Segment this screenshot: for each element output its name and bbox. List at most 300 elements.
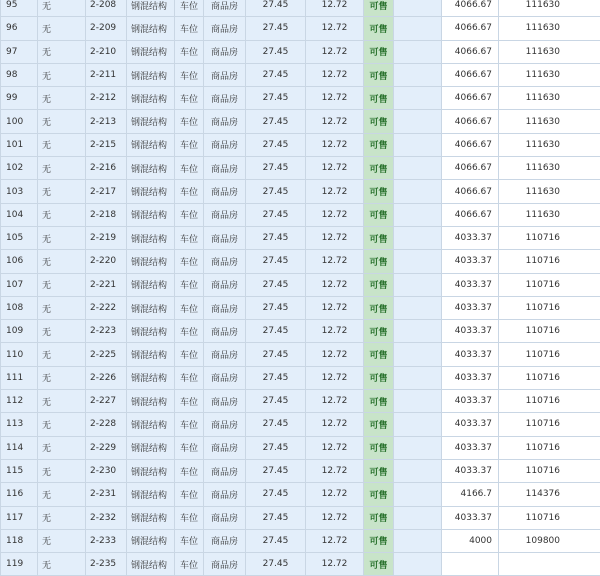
unit-number-cell: 2-208: [86, 0, 127, 17]
spacer-cell: [394, 483, 442, 506]
floor-area-cell: 27.45: [246, 413, 306, 436]
usage-cell: 车位: [175, 157, 204, 180]
spacer-cell: [394, 17, 442, 40]
spacer-cell: [394, 529, 442, 552]
usage-cell: 车位: [175, 0, 204, 17]
usage-cell: 车位: [175, 110, 204, 133]
unit-number-cell: 2-227: [86, 390, 127, 413]
structure-cell: 钢混结构: [127, 0, 175, 17]
table-row: [1, 553, 600, 576]
property-type-cell: 商品房: [204, 133, 246, 156]
table-row: [1, 366, 600, 389]
inner-area-cell: 12.72: [306, 320, 364, 343]
floor-cell: 无: [38, 366, 86, 389]
inner-area-cell: 12.72: [306, 413, 364, 436]
unit-number-cell: 2-211: [86, 63, 127, 86]
total-price-cell: 110716: [499, 413, 600, 436]
row-number-cell: 117: [1, 506, 38, 529]
unit-number-cell: 2-209: [86, 17, 127, 40]
unit-number-cell: 2-215: [86, 133, 127, 156]
inner-area-cell: 12.72: [306, 203, 364, 226]
floor-cell: 无: [38, 273, 86, 296]
property-type-cell: 商品房: [204, 459, 246, 482]
row-number-cell: 102: [1, 157, 38, 180]
structure-cell: 钢混结构: [127, 366, 175, 389]
unit-number-cell: 2-232: [86, 506, 127, 529]
unit-price-cell: 4000: [442, 529, 499, 552]
total-price-cell: 110716: [499, 436, 600, 459]
spacer-cell: [394, 506, 442, 529]
table-row: [1, 203, 600, 226]
property-type-cell: 商品房: [204, 110, 246, 133]
unit-price-cell: 4066.67: [442, 157, 499, 180]
inner-area-cell: 12.72: [306, 296, 364, 319]
floor-cell: 无: [38, 413, 86, 436]
floor-cell: 无: [38, 343, 86, 366]
floor-cell: 无: [38, 483, 86, 506]
usage-cell: 车位: [175, 413, 204, 436]
usage-cell: 车位: [175, 250, 204, 273]
usage-cell: 车位: [175, 320, 204, 343]
property-type-cell: 商品房: [204, 320, 246, 343]
status-badge: 可售: [364, 343, 394, 366]
property-type-cell: 商品房: [204, 390, 246, 413]
total-price-cell: 109800: [499, 529, 600, 552]
total-price-cell: 110716: [499, 366, 600, 389]
unit-price-cell: 4066.67: [442, 133, 499, 156]
row-number-cell: 99: [1, 87, 38, 110]
structure-cell: 钢混结构: [127, 296, 175, 319]
unit-price-cell: 4033.37: [442, 459, 499, 482]
table-row: [1, 296, 600, 319]
status-badge: 可售: [364, 553, 394, 576]
spacer-cell: [394, 390, 442, 413]
property-type-cell: 商品房: [204, 506, 246, 529]
inner-area-cell: 12.72: [306, 436, 364, 459]
unit-number-cell: 2-223: [86, 320, 127, 343]
row-number-cell: 106: [1, 250, 38, 273]
floor-area-cell: 27.45: [246, 366, 306, 389]
table-row: [1, 157, 600, 180]
row-number-cell: 101: [1, 133, 38, 156]
spacer-cell: [394, 459, 442, 482]
total-price-cell: 114376: [499, 483, 600, 506]
unit-price-cell: 4033.37: [442, 296, 499, 319]
status-badge: 可售: [364, 296, 394, 319]
row-number-cell: 104: [1, 203, 38, 226]
unit-price-cell: 4066.67: [442, 17, 499, 40]
structure-cell: 钢混结构: [127, 506, 175, 529]
unit-number-cell: 2-219: [86, 226, 127, 249]
usage-cell: 车位: [175, 17, 204, 40]
row-number-cell: 107: [1, 273, 38, 296]
floor-area-cell: 27.45: [246, 553, 306, 576]
inner-area-cell: 12.72: [306, 343, 364, 366]
table-row: [1, 226, 600, 249]
floor-cell: 无: [38, 180, 86, 203]
usage-cell: 车位: [175, 203, 204, 226]
structure-cell: 钢混结构: [127, 553, 175, 576]
floor-area-cell: 27.45: [246, 226, 306, 249]
row-number-cell: 98: [1, 63, 38, 86]
status-badge: 可售: [364, 529, 394, 552]
floor-cell: 无: [38, 17, 86, 40]
spacer-cell: [394, 0, 442, 17]
inner-area-cell: 12.72: [306, 87, 364, 110]
total-price-cell: 110716: [499, 273, 600, 296]
floor-area-cell: 27.45: [246, 436, 306, 459]
usage-cell: 车位: [175, 436, 204, 459]
property-type-cell: 商品房: [204, 529, 246, 552]
row-number-cell: 110: [1, 343, 38, 366]
floor-area-cell: 27.45: [246, 296, 306, 319]
structure-cell: 钢混结构: [127, 436, 175, 459]
status-badge: 可售: [364, 273, 394, 296]
spacer-cell: [394, 296, 442, 319]
property-type-cell: 商品房: [204, 0, 246, 17]
unit-price-cell: [442, 553, 499, 576]
unit-number-cell: 2-233: [86, 529, 127, 552]
status-badge: 可售: [364, 110, 394, 133]
structure-cell: 钢混结构: [127, 483, 175, 506]
spacer-cell: [394, 203, 442, 226]
status-badge: 可售: [364, 320, 394, 343]
property-type-cell: 商品房: [204, 273, 246, 296]
inner-area-cell: 12.72: [306, 17, 364, 40]
unit-price-cell: 4033.37: [442, 413, 499, 436]
unit-number-cell: 2-225: [86, 343, 127, 366]
spacer-cell: [394, 320, 442, 343]
total-price-cell: 111630: [499, 157, 600, 180]
table-row: [1, 483, 600, 506]
unit-price-cell: 4033.37: [442, 226, 499, 249]
usage-cell: 车位: [175, 506, 204, 529]
spacer-cell: [394, 226, 442, 249]
row-number-cell: 103: [1, 180, 38, 203]
property-type-cell: 商品房: [204, 40, 246, 63]
unit-price-cell: 4066.67: [442, 0, 499, 17]
property-type-cell: 商品房: [204, 413, 246, 436]
row-number-cell: 113: [1, 413, 38, 436]
floor-cell: 无: [38, 250, 86, 273]
inner-area-cell: 12.72: [306, 553, 364, 576]
inner-area-cell: 12.72: [306, 63, 364, 86]
usage-cell: 车位: [175, 180, 204, 203]
table-row: [1, 413, 600, 436]
row-number-cell: 116: [1, 483, 38, 506]
total-price-cell: 110716: [499, 250, 600, 273]
unit-price-cell: 4066.67: [442, 180, 499, 203]
table-row: [1, 40, 600, 63]
row-number-cell: 119: [1, 553, 38, 576]
row-number-cell: 118: [1, 529, 38, 552]
spacer-cell: [394, 413, 442, 436]
unit-number-cell: 2-212: [86, 87, 127, 110]
row-number-cell: 111: [1, 366, 38, 389]
floor-cell: 无: [38, 296, 86, 319]
floor-cell: 无: [38, 320, 86, 343]
structure-cell: 钢混结构: [127, 203, 175, 226]
structure-cell: 钢混结构: [127, 133, 175, 156]
floor-area-cell: 27.45: [246, 273, 306, 296]
unit-price-cell: 4033.37: [442, 273, 499, 296]
floor-cell: 无: [38, 553, 86, 576]
status-badge: 可售: [364, 133, 394, 156]
property-type-cell: 商品房: [204, 343, 246, 366]
structure-cell: 钢混结构: [127, 273, 175, 296]
unit-number-cell: 2-210: [86, 40, 127, 63]
property-type-cell: 商品房: [204, 180, 246, 203]
unit-price-cell: 4066.67: [442, 63, 499, 86]
total-price-cell: 110716: [499, 226, 600, 249]
status-badge: 可售: [364, 180, 394, 203]
unit-number-cell: 2-230: [86, 459, 127, 482]
floor-area-cell: 27.45: [246, 0, 306, 17]
structure-cell: 钢混结构: [127, 226, 175, 249]
usage-cell: 车位: [175, 273, 204, 296]
unit-number-cell: 2-228: [86, 413, 127, 436]
property-type-cell: 商品房: [204, 87, 246, 110]
unit-price-cell: 4033.37: [442, 320, 499, 343]
status-badge: 可售: [364, 459, 394, 482]
status-badge: 可售: [364, 483, 394, 506]
spacer-cell: [394, 366, 442, 389]
inner-area-cell: 12.72: [306, 110, 364, 133]
structure-cell: 钢混结构: [127, 390, 175, 413]
spacer-cell: [394, 250, 442, 273]
row-number-cell: 100: [1, 110, 38, 133]
floor-cell: 无: [38, 63, 86, 86]
unit-number-cell: 2-229: [86, 436, 127, 459]
status-badge: 可售: [364, 250, 394, 273]
floor-cell: 无: [38, 203, 86, 226]
status-badge: 可售: [364, 390, 394, 413]
usage-cell: 车位: [175, 459, 204, 482]
floor-area-cell: 27.45: [246, 390, 306, 413]
floor-cell: 无: [38, 459, 86, 482]
table-row: [1, 110, 600, 133]
floor-cell: 无: [38, 390, 86, 413]
total-price-cell: 111630: [499, 17, 600, 40]
inner-area-cell: 12.72: [306, 133, 364, 156]
inner-area-cell: 12.72: [306, 157, 364, 180]
structure-cell: 钢混结构: [127, 157, 175, 180]
status-badge: 可售: [364, 226, 394, 249]
unit-number-cell: 2-231: [86, 483, 127, 506]
property-type-cell: 商品房: [204, 483, 246, 506]
spacer-cell: [394, 63, 442, 86]
status-badge: 可售: [364, 506, 394, 529]
spacer-cell: [394, 157, 442, 180]
property-type-cell: 商品房: [204, 17, 246, 40]
total-price-cell: 111630: [499, 87, 600, 110]
status-badge: 可售: [364, 366, 394, 389]
property-type-cell: 商品房: [204, 436, 246, 459]
row-number-cell: 108: [1, 296, 38, 319]
floor-area-cell: 27.45: [246, 320, 306, 343]
usage-cell: 车位: [175, 390, 204, 413]
spacer-cell: [394, 133, 442, 156]
floor-area-cell: 27.45: [246, 459, 306, 482]
unit-price-cell: 4066.67: [442, 110, 499, 133]
total-price-cell: 111630: [499, 110, 600, 133]
status-badge: 可售: [364, 413, 394, 436]
total-price-cell: 110716: [499, 320, 600, 343]
usage-cell: 车位: [175, 296, 204, 319]
floor-area-cell: 27.45: [246, 506, 306, 529]
inner-area-cell: 12.72: [306, 273, 364, 296]
usage-cell: 车位: [175, 226, 204, 249]
unit-price-cell: 4033.37: [442, 506, 499, 529]
usage-cell: 车位: [175, 343, 204, 366]
unit-number-cell: 2-216: [86, 157, 127, 180]
total-price-cell: 110716: [499, 296, 600, 319]
table-row: [1, 506, 600, 529]
unit-price-cell: 4033.37: [442, 343, 499, 366]
status-badge: 可售: [364, 436, 394, 459]
property-type-cell: 商品房: [204, 250, 246, 273]
unit-number-cell: 2-235: [86, 553, 127, 576]
unit-price-cell: 4166.7: [442, 483, 499, 506]
table-row: [1, 343, 600, 366]
spacer-cell: [394, 40, 442, 63]
table-row: [1, 250, 600, 273]
unit-number-cell: 2-213: [86, 110, 127, 133]
row-number-cell: 105: [1, 226, 38, 249]
floor-area-cell: 27.45: [246, 87, 306, 110]
structure-cell: 钢混结构: [127, 17, 175, 40]
usage-cell: 车位: [175, 483, 204, 506]
total-price-cell: 111630: [499, 203, 600, 226]
structure-cell: 钢混结构: [127, 459, 175, 482]
unit-price-cell: 4033.37: [442, 436, 499, 459]
table-row: [1, 320, 600, 343]
floor-area-cell: 27.45: [246, 63, 306, 86]
inner-area-cell: 12.72: [306, 0, 364, 17]
unit-price-cell: 4066.67: [442, 40, 499, 63]
spacer-cell: [394, 343, 442, 366]
floor-cell: 无: [38, 87, 86, 110]
inner-area-cell: 12.72: [306, 180, 364, 203]
unit-number-cell: 2-222: [86, 296, 127, 319]
property-type-cell: 商品房: [204, 366, 246, 389]
status-badge: 可售: [364, 0, 394, 17]
row-number-cell: 109: [1, 320, 38, 343]
unit-price-cell: 4066.67: [442, 87, 499, 110]
table-row: [1, 180, 600, 203]
row-number-cell: 95: [1, 0, 38, 17]
floor-area-cell: 27.45: [246, 17, 306, 40]
structure-cell: 钢混结构: [127, 320, 175, 343]
unit-price-cell: 4066.67: [442, 203, 499, 226]
row-number-cell: 97: [1, 40, 38, 63]
structure-cell: 钢混结构: [127, 250, 175, 273]
floor-area-cell: 27.45: [246, 529, 306, 552]
total-price-cell: 111630: [499, 63, 600, 86]
inner-area-cell: 12.72: [306, 390, 364, 413]
structure-cell: 钢混结构: [127, 180, 175, 203]
floor-area-cell: 27.45: [246, 157, 306, 180]
total-price-cell: 111630: [499, 40, 600, 63]
table-row: [1, 390, 600, 413]
inner-area-cell: 12.72: [306, 529, 364, 552]
table-row: [1, 436, 600, 459]
floor-cell: 无: [38, 529, 86, 552]
floor-area-cell: 27.45: [246, 180, 306, 203]
total-price-cell: 111630: [499, 0, 600, 17]
spacer-cell: [394, 553, 442, 576]
status-badge: 可售: [364, 87, 394, 110]
spacer-cell: [394, 87, 442, 110]
usage-cell: 车位: [175, 553, 204, 576]
property-type-cell: 商品房: [204, 157, 246, 180]
inner-area-cell: 12.72: [306, 40, 364, 63]
usage-cell: 车位: [175, 87, 204, 110]
total-price-cell: 110716: [499, 459, 600, 482]
spacer-cell: [394, 273, 442, 296]
floor-area-cell: 27.45: [246, 133, 306, 156]
floor-area-cell: 27.45: [246, 250, 306, 273]
floor-cell: 无: [38, 157, 86, 180]
unit-price-cell: 4033.37: [442, 366, 499, 389]
property-type-cell: 商品房: [204, 63, 246, 86]
floor-cell: 无: [38, 506, 86, 529]
structure-cell: 钢混结构: [127, 413, 175, 436]
total-price-cell: 110716: [499, 343, 600, 366]
status-badge: 可售: [364, 17, 394, 40]
total-price-cell: 110716: [499, 506, 600, 529]
table-row: [1, 273, 600, 296]
unit-price-cell: 4033.37: [442, 390, 499, 413]
spacer-cell: [394, 110, 442, 133]
property-type-cell: 商品房: [204, 203, 246, 226]
usage-cell: 车位: [175, 40, 204, 63]
structure-cell: 钢混结构: [127, 529, 175, 552]
total-price-cell: [499, 553, 600, 576]
usage-cell: 车位: [175, 366, 204, 389]
unit-number-cell: 2-220: [86, 250, 127, 273]
status-badge: 可售: [364, 63, 394, 86]
inner-area-cell: 12.72: [306, 250, 364, 273]
property-type-cell: 商品房: [204, 226, 246, 249]
total-price-cell: 110716: [499, 390, 600, 413]
table-row: [1, 0, 600, 17]
inner-area-cell: 12.72: [306, 366, 364, 389]
floor-cell: 无: [38, 226, 86, 249]
structure-cell: 钢混结构: [127, 40, 175, 63]
spacer-cell: [394, 436, 442, 459]
row-number-cell: 96: [1, 17, 38, 40]
structure-cell: 钢混结构: [127, 110, 175, 133]
row-number-cell: 115: [1, 459, 38, 482]
table-row: [1, 459, 600, 482]
unit-price-cell: 4033.37: [442, 250, 499, 273]
table-row: [1, 63, 600, 86]
inner-area-cell: 12.72: [306, 483, 364, 506]
total-price-cell: 111630: [499, 180, 600, 203]
property-type-cell: 商品房: [204, 553, 246, 576]
structure-cell: 钢混结构: [127, 63, 175, 86]
unit-number-cell: 2-217: [86, 180, 127, 203]
status-badge: 可售: [364, 157, 394, 180]
floor-area-cell: 27.45: [246, 343, 306, 366]
spacer-cell: [394, 180, 442, 203]
property-type-cell: 商品房: [204, 296, 246, 319]
floor-area-cell: 27.45: [246, 110, 306, 133]
inner-area-cell: 12.72: [306, 226, 364, 249]
structure-cell: 钢混结构: [127, 87, 175, 110]
inner-area-cell: 12.72: [306, 459, 364, 482]
